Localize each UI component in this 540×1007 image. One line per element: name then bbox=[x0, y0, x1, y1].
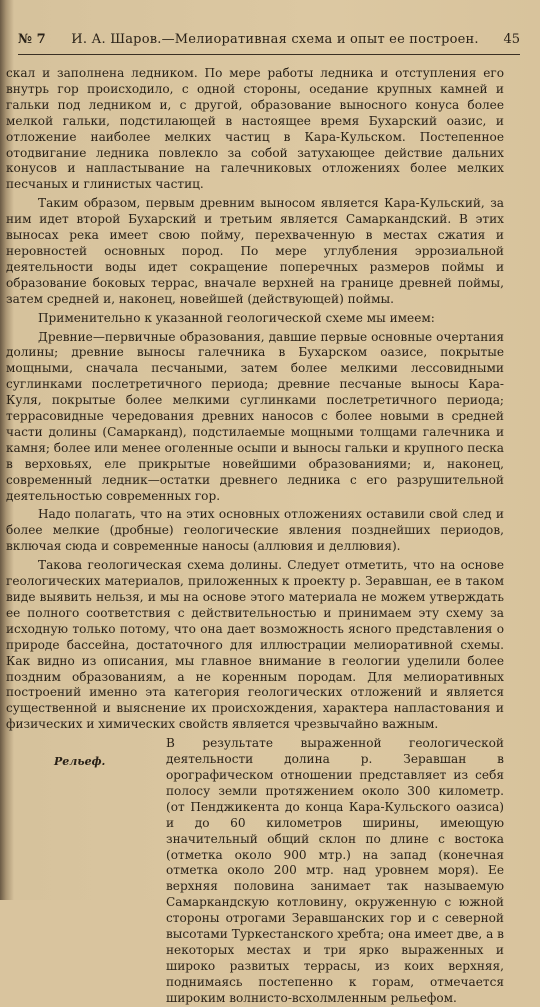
issue-number: № 7 bbox=[18, 32, 46, 47]
paragraph-5: Надо полагать, что на этих основных отложениях оставили свой след и более мелкие (дробные) геологические явления позднейших периодов, включая сюда и современные наносы (аллювия и деллювия). bbox=[6, 507, 504, 554]
side-heading: Рельеф. bbox=[54, 755, 106, 769]
running-title: И. А. Шаров.—Мелиоративная схема и опыт ее построен. bbox=[71, 32, 479, 47]
paragraph-6: Такова геологическая схема долины. Следует отметить, что на основе геологических материалов, приложенных к проекту р. Зеравшан, ее в таком виде выявить нельзя, и мы на основе этого материала не можем утверждать ее полного соответствия с действительностью и принимаем эту схему за исходную только потому, что она дает возможность ясного представления о природе бассейна, достаточного для иллюстрации мелиоративной схемы. Как видно из описания, мы главное внимание в геологии уделили более поздним образованиям, а не коренным породам. Для мелиоративных построений именно эта категория геологических отложений и является существенной и выяснение их происхождения, характера напластования и физических и химических свойств является чрезвычайно важным. bbox=[6, 558, 504, 732]
paragraph-1: скал и заполнена ледником. По мере работы ледника и отступления его внутрь гор происходило, с одной стороны, оседание крупных камней и гальки под ледником и, с другой, образование выносного конуса более мелкой гальки, подстилающей в настоящее время Бухарский оазис, и отложение наиболее мелких частиц в Кара-Кульском. Постепенное отодвигание ледника повлекло за собой затухающее действие дальних конусов и напластывание на галечниковых отложениях более мелких песчаных и глинистых частиц. bbox=[6, 66, 504, 192]
paragraph-3: Применительно к указанной геологической схеме мы имеем: bbox=[38, 310, 435, 325]
body-text bbox=[6, 66, 504, 1007]
paragraph-4: Древние—первичные образования, давшие первые основные очертания долины; древние выносы галечника в Бухарском оазисе, покрытые мощными, сначала песчаными, затем более мелкими лессовидными суглинками послетретичного периода; древние песчаные выносы Кара-Куля, покрытые более мелкими суглинками послетретичного периода; террасовидные чередования древних наносов с более новыми в средней части долины (Самарканд), подстилаемые мощными толщами галечника и камня; более или менее оголенные осыпи и выносы гальки и крупного песка в верховьях, еле прикрытые новейшими образованиями; и, наконец, современный ледник—остатки древнего ледника с его разрушительной деятельностью современных гор. bbox=[6, 329, 504, 503]
page-number: 45 bbox=[503, 32, 520, 47]
relief-paragraph: В результате выраженной геологической деятельности долина р. Зеравшан в орографическом отношении представляет из себя полосу земли протяжением около 300 километр. (от Пенджикента до конца Кара-Кульского оазиса) и до 60 километров ширины, имеющую значительный общий склон по длине с востока (отметка около 900 мтр.) на запад (конечная отметка около 200 мтр. над уровнем моря). Ее верхняя половина занимает так называемую Самаркандскую котловину, окруженную с южной стороны отрогами Зеравшанских гор и с северной высотами Туркестанского хребта; она имеет две, а в некоторых местах и три ярко выраженных и широко развитых террасы, из коих верхняя, поднимаясь постепенно к горам, отмечается широким волнисто-всхолмленным рельефом. bbox=[166, 736, 504, 1005]
relief-section bbox=[6, 736, 504, 1006]
running-header bbox=[18, 32, 520, 55]
paragraph-2: Таким образом, первым древним выносом является Кара-Кульский, за ним идет второй Бухарский и третьим является Самаркандский. В этих выносах река имеет свою пойму, перехваченную в местах сжатия и неровностей основных пород. По мере углубления эррозиальной деятельности воды идет сокращение поперечных размеров поймы и образование боковых террас, вначале верхней на границе древней поймы, затем средней и, наконец, новейшей (действующей) поймы. bbox=[6, 196, 504, 306]
